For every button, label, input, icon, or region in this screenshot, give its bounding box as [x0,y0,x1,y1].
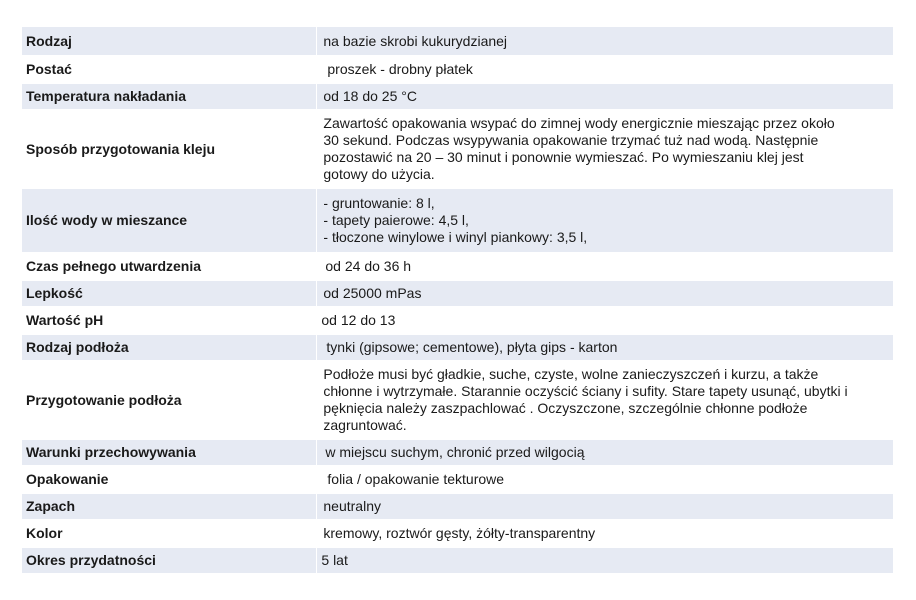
spec-row-warunki-przechowywania [22,440,893,465]
spec-value-line: - tapety paierowe: 4,5 l, [323,212,469,228]
spec-value-line: - gruntowanie: 8 l, [323,195,435,211]
spec-label: Zapach [22,494,316,519]
spec-value [316,111,893,187]
spec-value-line: pozostawić na 20 – 30 minut i ponownie wymieszać. Po wymieszaniu klej jest [323,149,804,165]
spec-value [316,189,893,252]
spec-label: Temperatura nakładania [22,84,316,109]
spec-row-rodzaj-podloza [22,335,893,360]
spec-value-line: gotowy do użycia. [323,166,435,182]
spec-row-wartosc-ph [22,308,893,333]
spec-row-temperatura [22,84,893,109]
spec-value: na bazie skrobi kukurydzianej [316,27,893,55]
spec-value: w miejscu suchym, chronić przed wilgocią [316,440,893,465]
spec-value-line: 30 sekund. Podczas wsypywania opakowanie trzymać tuż nad wodą. Następnie [323,132,819,148]
spec-row-okres-przydatnosci [22,548,893,573]
spec-label: Warunki przechowywania [22,440,316,465]
spec-value-line: chłonne i wytrzymałe. Starannie oczyścić ściany i sufity. Stare tapety usunąć, ubytki i [323,383,848,399]
spec-value: od 25000 mPas [316,281,893,306]
spec-label: Postać [22,57,316,82]
specification-table [22,25,893,575]
spec-row-zapach [22,494,893,519]
spec-value-line: pęknięcia należy zaszpachlować . Oczyszczone, szczególnie chłonne podłoże [323,400,808,416]
spec-value-line: - tłoczone winylowe i winyl piankowy: 3,5 l, [323,229,588,245]
spec-value: od 24 do 36 h [316,254,893,279]
spec-row-opakowanie [22,467,893,492]
spec-label: Przygotowanie podłoża [22,362,316,438]
spec-value: proszek - drobny płatek [316,57,893,82]
spec-value: od 12 do 13 [316,308,893,333]
spec-row-rodzaj [22,27,893,55]
spec-label: Okres przydatności [22,548,316,573]
spec-label: Wartość pH [22,308,316,333]
spec-label: Lepkość [22,281,316,306]
spec-value: kremowy, roztwór gęsty, żółty-transparentny [316,521,893,546]
spec-row-ilosc-wody [22,189,893,252]
spec-label: Sposób przygotowania kleju [22,111,316,187]
spec-value: neutralny [316,494,893,519]
spec-row-przygotowanie-podloza [22,362,893,438]
spec-value [316,362,893,438]
spec-value: tynki (gipsowe; cementowe), płyta gips - karton [316,335,893,360]
spec-row-sposob-przygotowania [22,111,893,187]
spec-value-line: Zawartość opakowania wsypać do zimnej wody energicznie mieszając przez około [323,115,835,131]
spec-label: Rodzaj [22,27,316,55]
spec-label: Rodzaj podłoża [22,335,316,360]
spec-row-lepkosc [22,281,893,306]
spec-label: Czas pełnego utwardzenia [22,254,316,279]
spec-row-postac [22,57,893,82]
spec-value: od 18 do 25 °C [316,84,893,109]
spec-label: Kolor [22,521,316,546]
spec-value: 5 lat [316,548,893,573]
spec-label: Ilość wody w mieszance [22,189,316,252]
spec-value-line: zagruntować. [323,417,407,433]
spec-row-czas-utwardzenia [22,254,893,279]
spec-value: folia / opakowanie tekturowe [316,467,893,492]
spec-label: Opakowanie [22,467,316,492]
spec-value-line: Podłoże musi być gładkie, suche, czyste, wolne zanieczyszczeń i kurzu, a także [323,366,819,382]
spec-row-kolor [22,521,893,546]
